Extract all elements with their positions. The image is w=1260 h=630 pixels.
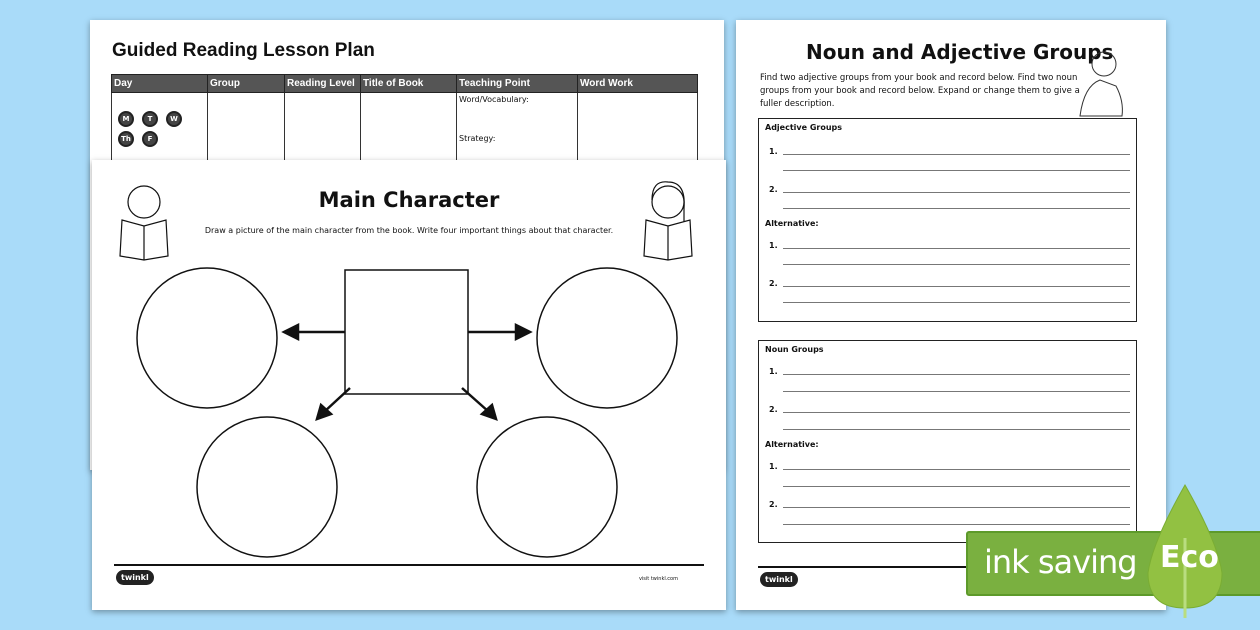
twinkl-logo: twinkl — [116, 570, 154, 585]
circle-box — [197, 417, 337, 557]
item-number: 2. — [769, 185, 778, 194]
footer-url[interactable]: visit twinkl.com — [638, 576, 678, 582]
circle-box — [137, 268, 277, 408]
day-badge: F — [142, 131, 158, 147]
circle-box — [477, 417, 617, 557]
col-header: Day — [112, 75, 208, 93]
day-badge: T — [142, 111, 158, 127]
lesson-plan-table — [111, 74, 698, 163]
reading-girl-icon — [644, 182, 692, 260]
teaching-cell — [457, 93, 578, 163]
cell — [578, 93, 698, 163]
item-number: 2. — [769, 500, 778, 509]
ink-saving-label: ink saving — [984, 543, 1137, 581]
day-badge: Th — [118, 131, 134, 147]
instructions: Draw a picture of the main character from the book. Write four important things about that character. — [204, 226, 614, 235]
alt-label: Alternative: — [765, 219, 819, 228]
cell — [285, 93, 361, 163]
noun-adjective-sheet — [736, 20, 1166, 610]
col-header: Group — [208, 75, 285, 93]
col-header: Reading Level — [285, 75, 361, 93]
main-character-sheet — [92, 160, 726, 610]
diagram — [92, 160, 726, 560]
twinkl-logo: twinkl — [760, 572, 798, 587]
lesson-plan-title: Guided Reading Lesson Plan — [112, 40, 375, 61]
cell — [208, 93, 285, 163]
col-header: Word Work — [578, 75, 698, 93]
day-cell — [112, 93, 208, 163]
label: Word/Vocabulary: — [459, 95, 529, 104]
label: Strategy: — [459, 134, 496, 143]
reading-boy-icon — [120, 186, 168, 260]
col-header: Title of Book — [361, 75, 457, 93]
item-number: 2. — [769, 405, 778, 414]
intro-text: Find two adjective groups from your book and record below. Find two noun groups from your book and record below. Expand or change them to give a fuller description. — [760, 73, 1080, 109]
footer-rule — [114, 564, 704, 566]
item-number: 2. — [769, 279, 778, 288]
day-badge: W — [166, 111, 182, 127]
section-label: Noun Groups — [765, 345, 824, 354]
circle-box — [537, 268, 677, 408]
main-character-title: Main Character — [318, 188, 500, 212]
item-number: 1. — [769, 147, 778, 156]
col-header: Teaching Point — [457, 75, 578, 93]
day-badge: M — [118, 111, 134, 127]
adjective-groups-box — [758, 118, 1137, 322]
item-number: 1. — [769, 462, 778, 471]
item-number: 1. — [769, 367, 778, 376]
section-label: Adjective Groups — [765, 123, 843, 132]
item-number: 1. — [769, 241, 778, 250]
eco-label: Eco — [1160, 540, 1219, 575]
noun-groups-box — [758, 340, 1137, 543]
picture-frame — [345, 270, 468, 394]
alt-label: Alternative: — [765, 440, 819, 449]
arrows — [284, 325, 530, 419]
cell — [361, 93, 457, 163]
noun-adjective-title: Noun and Adjective Groups — [806, 40, 1114, 64]
